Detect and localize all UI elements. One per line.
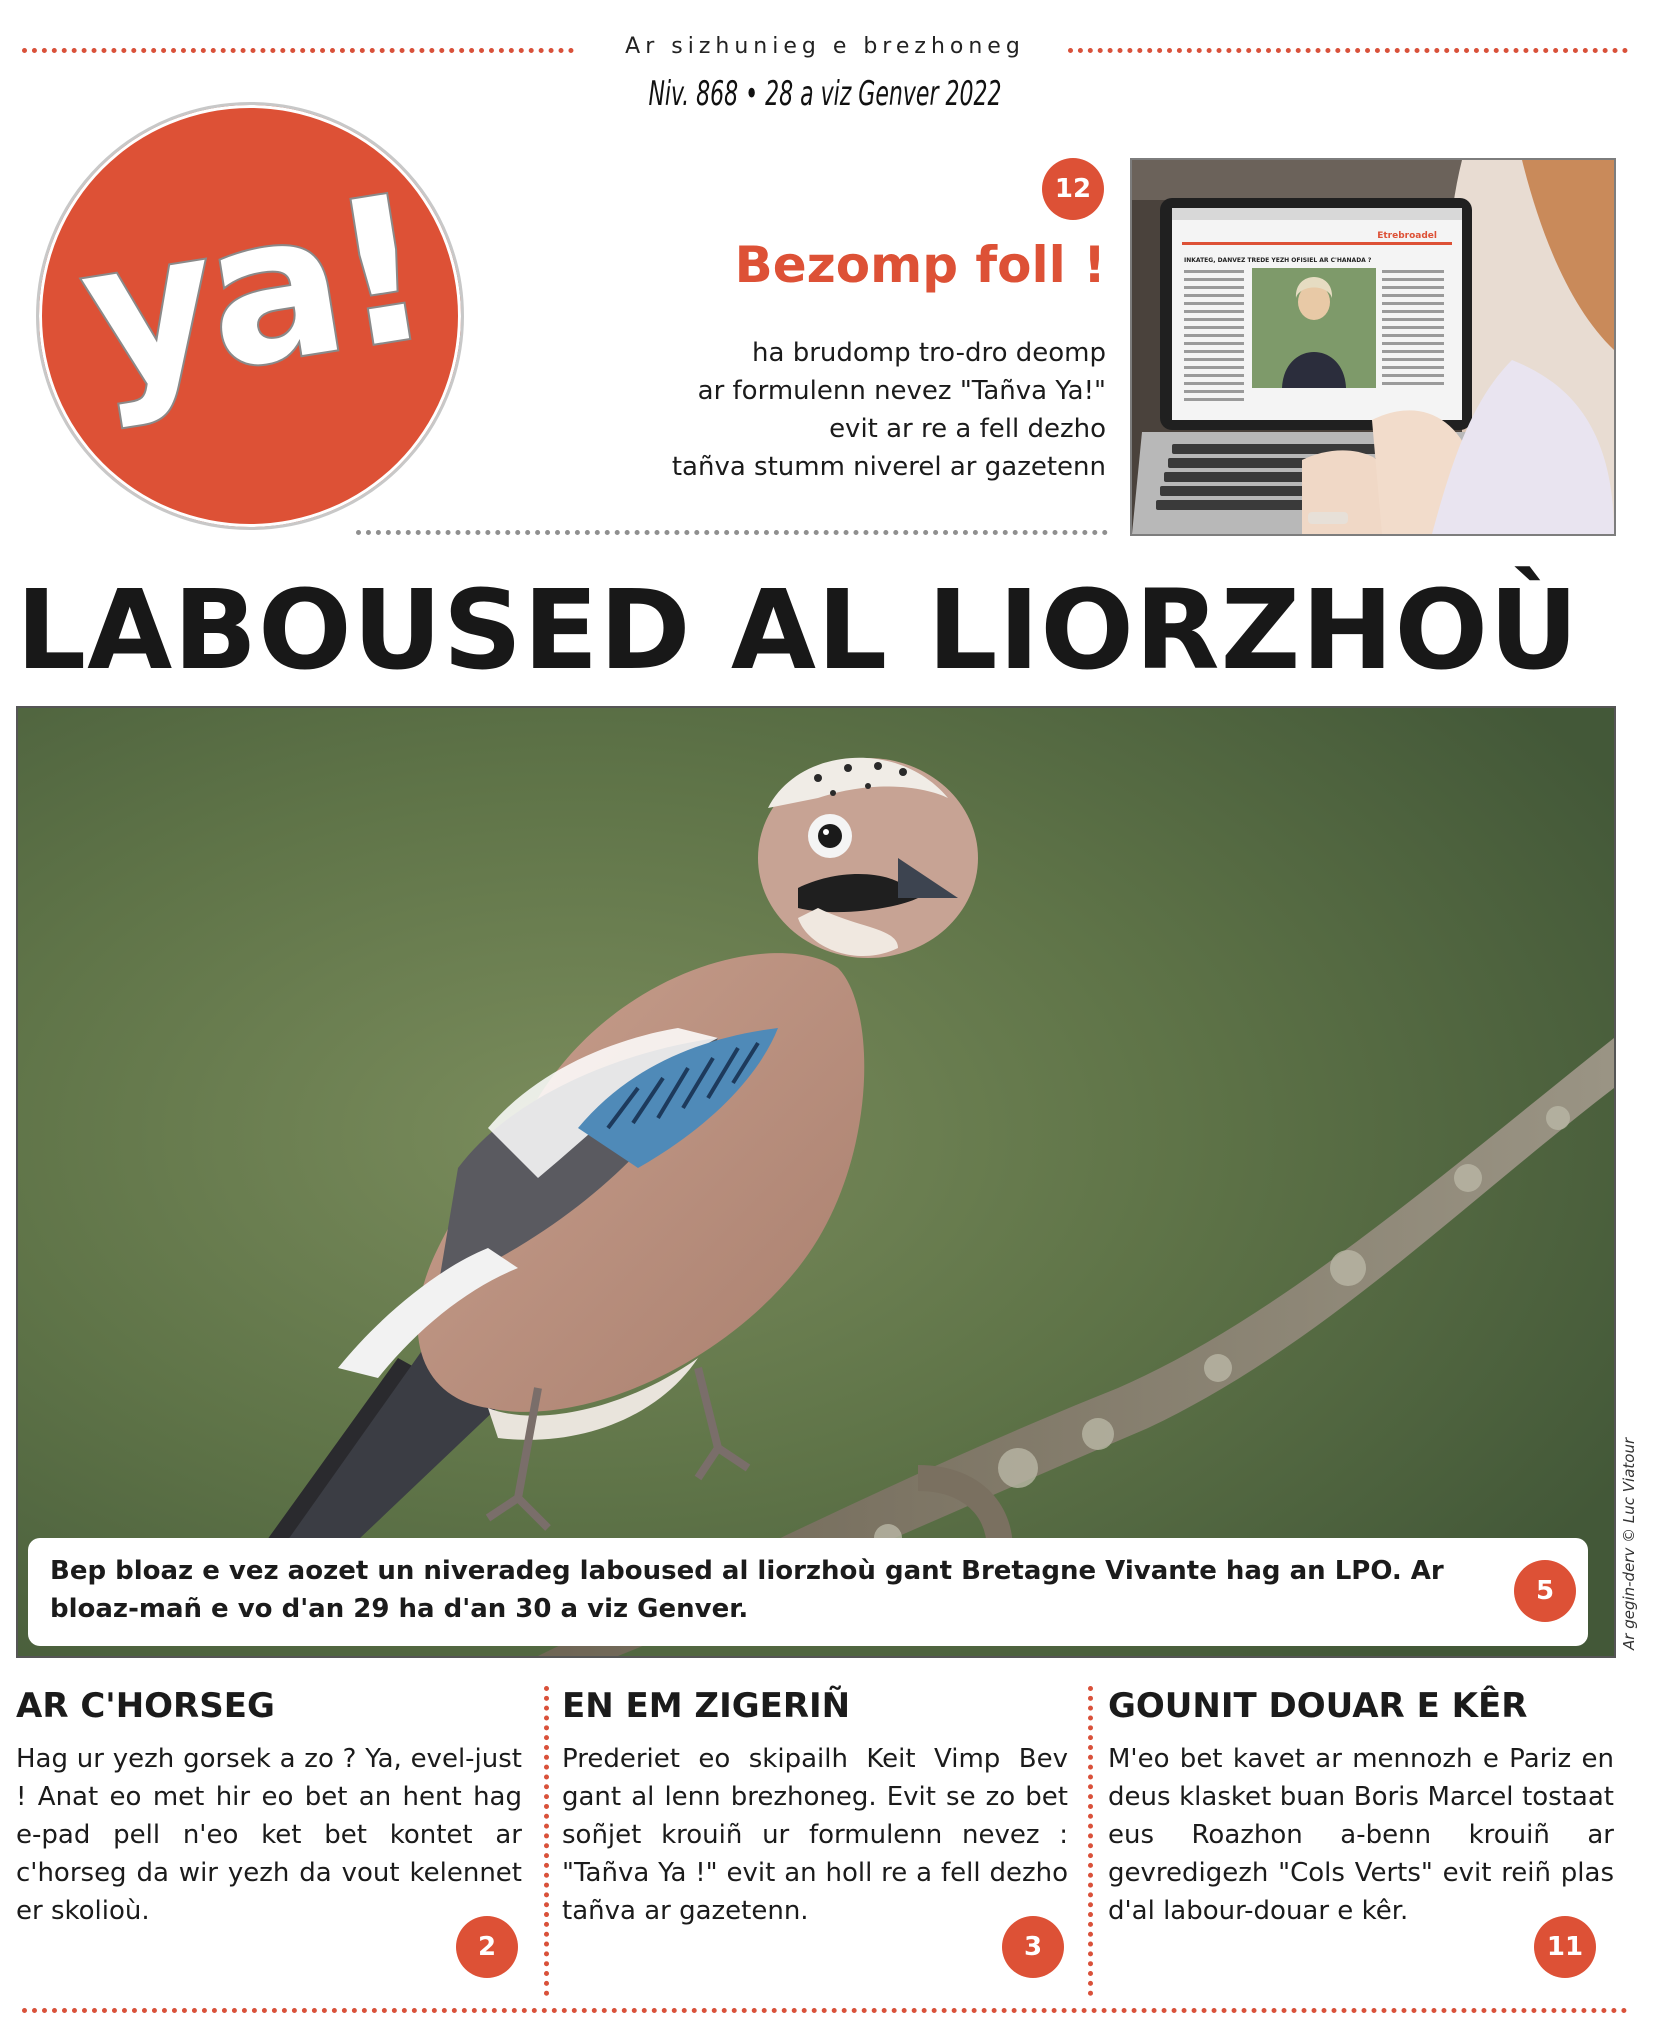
teaser-line: ha brudomp tro-dro deomp bbox=[752, 338, 1106, 368]
photo-caption bbox=[28, 1538, 1588, 1646]
teaser-line: ar formulenn nevez "Tañva Ya!" bbox=[697, 376, 1106, 406]
column-page-badge: 11 bbox=[1534, 1916, 1596, 1978]
column-page-badge: 3 bbox=[1002, 1916, 1064, 1978]
main-headline: LABOUSED AL LIORZHOÙ bbox=[16, 566, 1580, 694]
column-title: AR C'HORSEG bbox=[16, 1686, 275, 1726]
column-divider bbox=[1088, 1686, 1093, 1996]
screen-headline: INKATEG, DANVEZ TREDE YEZH OFISIEL AR C'HANADA ? bbox=[1184, 257, 1372, 264]
teaser-line: tañva stumm niverel ar gazetenn bbox=[671, 452, 1106, 482]
tagline: Ar sizhunieg e brezhoneg bbox=[625, 34, 1025, 59]
teaser-text bbox=[560, 334, 1106, 486]
teaser-rule bbox=[356, 530, 1108, 535]
main-photo bbox=[16, 706, 1616, 1658]
jay-bird-illustration bbox=[18, 708, 1614, 1656]
photo-caption-text: Bep bloaz e vez aozet un niveradeg laboused al liorzhoù gant Bretagne Vivante hag an LPO. Ar bloaz-mañ e vo d'an 29 ha d'an 30 a viz Genver. bbox=[50, 1556, 1444, 1624]
photo-credit: Ar gegin-derv © Luc Viatour bbox=[1620, 1437, 1638, 1650]
column-title: GOUNIT DOUAR E KÊR bbox=[1108, 1686, 1528, 1726]
column-page-badge: 2 bbox=[456, 1916, 518, 1978]
column-body: Prederiet eo skipailh Keit Vimp Bev gant al lenn brezhoneg. Evit se zo bet soñjet krouiñ ur formulenn nevez : "Tañva Ya !" evit an holl re a fell dezho tañva ar gazetenn. bbox=[562, 1744, 1068, 1926]
issue-date: Niv. 868 • 28 a viz Genver 2022 bbox=[648, 74, 1002, 114]
column-divider bbox=[544, 1686, 549, 1996]
laptop-photo bbox=[1130, 158, 1616, 536]
column-body: M'eo bet kavet ar mennozh e Pariz en deus klasket buan Boris Marcel tostaat eus Roazhon a-benn krouiñ ar gevredigezh "Cols Verts" evit reiñ plas d'al labour-douar e kêr. bbox=[1108, 1744, 1614, 1926]
screen-section-label: Etrebroadel bbox=[1377, 231, 1437, 241]
logo bbox=[36, 102, 464, 530]
caption-page-badge: 5 bbox=[1514, 1560, 1576, 1622]
top-rule-left bbox=[22, 48, 574, 53]
column-body: Hag ur yezh gorsek a zo ? Ya, evel-just ! Anat eo met hir eo bet an hent hag e-pad pell n'eo ket bet kontet ar c'horseg da wir yezh da vout kelennet er skolioù. bbox=[16, 1744, 522, 1926]
teaser-page-badge: 12 bbox=[1042, 158, 1104, 220]
teaser-title: Bezomp foll ! bbox=[734, 236, 1106, 294]
laptop-illustration bbox=[1132, 160, 1614, 534]
column-title: EN EM ZIGERIÑ bbox=[562, 1686, 851, 1726]
bottom-rule bbox=[22, 2008, 1628, 2013]
logo-text: ya! bbox=[67, 151, 439, 436]
top-rule-right bbox=[1068, 48, 1628, 53]
teaser-line: evit ar re a fell dezho bbox=[829, 414, 1106, 444]
